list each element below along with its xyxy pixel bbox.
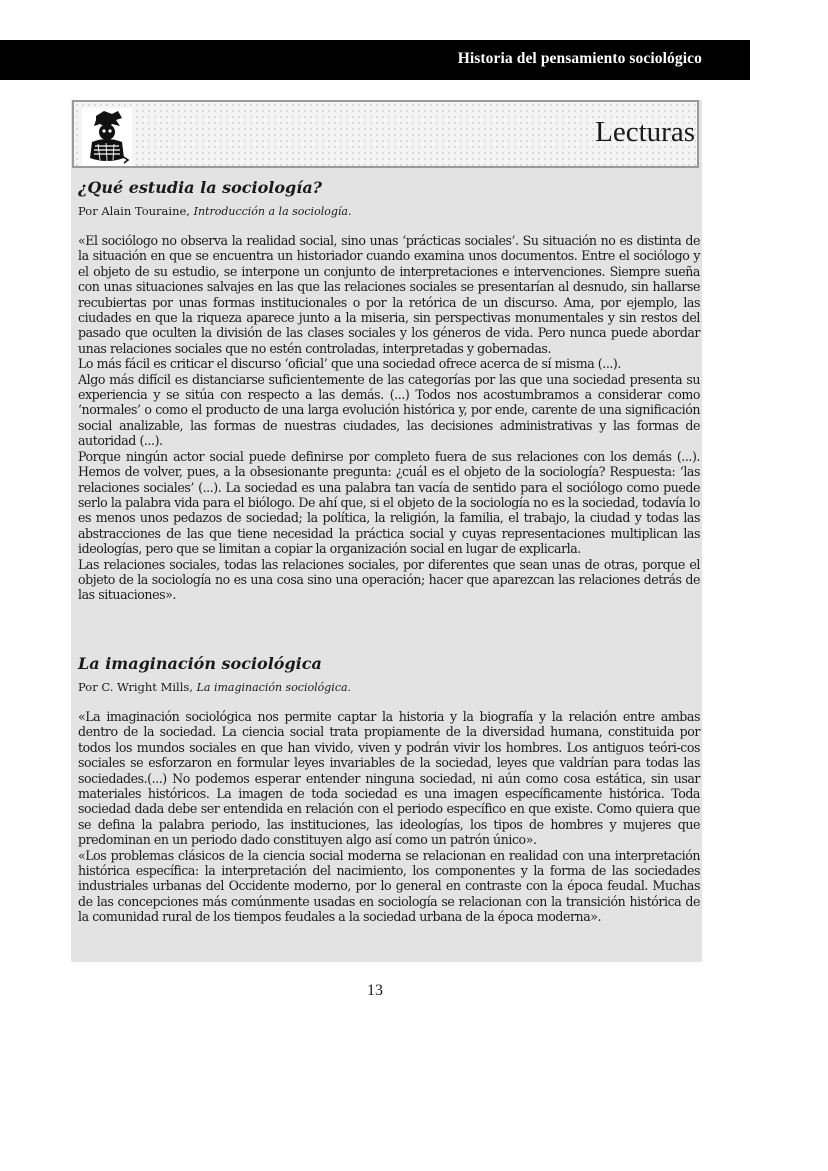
readings-panel	[71, 100, 702, 962]
byline-book: Introducción a la sociología.	[193, 205, 352, 218]
paragraph: Algo más difícil es distanciarse suficientemente de las categorías por las que una sociedad presenta su experiencia y se sitúa con respecto a las demás. (...) Todos nos acostumbramos a considerar como ‘normales’ o como el producto de una larga evolución histórica y, por ende, carente de una significación social analizable, las formas de nuestras ciudades, las decisiones administrativas y las formas de autoridad (...).	[78, 371, 700, 449]
paragraph: Porque ningún actor social puede definirse por completo fuera de sus relaciones con los demás (...). Hemos de volver, pues, a la obsesionante pregunta: ¿cuál es el objeto de la sociología? Respuesta: ‘las relaciones sociales’ (...). La sociedad es una palabra tan vacía de sentido para el sociólogo como puede serlo la palabra vida para el biólogo. De ahí que, si el objeto de la sociología no es la sociedad, todavía lo es menos unos pedazos de sociedad; la política, la religión, la familia, el trabajo, la ciudad y todas las abstracciones de las que tiene necesidad la práctica social y cuyas representaciones multiplican las ideologías, pero que se limitan a copiar la organización social en lugar de explicarla.	[78, 448, 700, 557]
article-2	[78, 654, 700, 925]
top-bar	[0, 40, 750, 80]
paragraph: «La imaginación sociológica nos permite captar la historia y la biografía y la relación entre ambas dentro de la sociedad. La ciencia social trata propiamente de la diversidad humana, constituida por todos los mundos sociales en que han vivido, viven y podrán vivir los hombres. Los antiguos teóri-cos sociales se esforzaron en formular leyes invariables de la sociedad, leyes que valdrían para todas las sociedades.(...) No podemos esperar entender ninguna sociedad, ni aún como cosa estática, sin usar materiales históricos. La imagen de toda sociedad es una imagen específicamente histórica. Toda sociedad dada debe ser entendida en relación con el periodo específico en que existe. Como quiera que se defina la palabra periodo, las instituciones, las ideologías, los tipos de hombres y mujeres que predominan en un periodo dado constituyen algo así como un patrón único».	[78, 709, 700, 848]
page-number: 13	[367, 982, 383, 999]
paragraph: Las relaciones sociales, todas las relaciones sociales, por diferentes que sean unas de otras, porque el objeto de la sociología no es una cosa sino una operación; hacer que aparezcan las relaciones detrás de las situaciones».	[78, 556, 700, 603]
article-title: La imaginación sociológica	[78, 654, 322, 673]
paragraph: Lo más fácil es criticar el discurso ‘oficial’ que una sociedad ofrece acerca de sí misma (...).	[78, 356, 621, 372]
section-title: Lecturas	[595, 116, 695, 148]
article-body	[78, 709, 700, 925]
paragraph: «El sociólogo no observa la realidad social, sino unas ‘prácticas sociales’. Su situación no es distinta de la situación en que se encuentra un historiador cuando examina unos documentos. Entre el sociólogo y el objeto de su estudio, se interpone un conjunto de interpretaciones e intervenciones. Siempre sueña con unas situaciones salvajes en las que las relaciones sociales se presentarían al desnudo, sin hallarse recubiertas por unas formas institucionales o por la retórica de un discurso. Ama, por ejemplo, las ciudades en que la riqueza aparece junto a la miseria, sin perspectivas monumentales y sin restos del pasado que oculten la división de las clases sociales y los géneros de vida. Pero nunca puede abordar unas relaciones sociales que no estén controladas, interpretadas y gobernadas.	[78, 233, 700, 356]
article-byline	[78, 204, 700, 219]
article-byline	[78, 680, 700, 695]
article-body	[78, 233, 700, 603]
woodcut-figure-icon	[82, 108, 132, 166]
section-header	[72, 100, 699, 168]
running-header-title: Historia del pensamiento sociológico	[457, 50, 702, 67]
article-title: ¿Qué estudia la sociología?	[78, 178, 323, 197]
article-1	[78, 178, 700, 603]
byline-book: La imaginación sociológica.	[196, 681, 352, 694]
paragraph: «Los problemas clásicos de la ciencia social moderna se relacionan en realidad con una interpretación histórica específica: la interpretación del nacimiento, los componentes y la forma de las sociedades industriales urbanas del Occidente moderno, por lo general en contraste con la época feudal. Muchas de las concepciones más comúnmente usadas en sociología se relacionan con la transición histórica de la comunidad rural de los tiempos feudales a la sociedad urbana de la época moderna».	[78, 847, 700, 925]
byline-author: Por C. Wright Mills,	[78, 680, 197, 694]
byline-author: Por Alain Touraine,	[78, 204, 194, 218]
